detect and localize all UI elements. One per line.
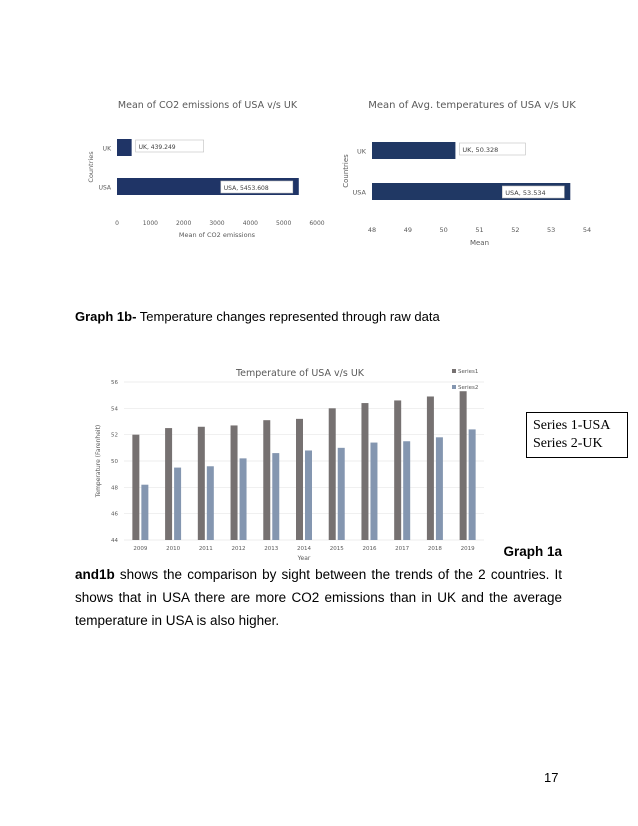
- y-tick-label-0: 44: [111, 538, 118, 544]
- x-tick-label-2016: 2016: [362, 546, 377, 552]
- data-label-uk: UK, 439.249: [138, 144, 176, 151]
- x-tick-label-6: 54: [582, 226, 592, 234]
- x-tick-label-4: 4000: [242, 220, 258, 227]
- x-tick-label-5: 53: [547, 226, 556, 234]
- caption-label: Graph 1b-: [75, 309, 137, 324]
- legend-label-series1: Series1: [458, 369, 479, 375]
- chart-title: Temperature of USA v/s UK: [235, 368, 365, 379]
- x-tick-label-1: 1000: [142, 220, 158, 227]
- bar-series2-2014: [305, 450, 312, 540]
- bar-series1-2015: [329, 408, 336, 540]
- bar-series2-2019: [469, 429, 476, 540]
- bar-series2-2012: [240, 458, 247, 540]
- x-tick-label-2019: 2019: [460, 546, 475, 552]
- bar-series1-2011: [198, 427, 205, 540]
- page-number: 17: [544, 770, 559, 785]
- body-paragraph: [75, 540, 562, 632]
- x-tick-label-2015: 2015: [329, 546, 344, 552]
- x-tick-label-2: 50: [439, 226, 448, 234]
- bar-series1-2009: [132, 435, 139, 540]
- x-tick-label-2: 2000: [176, 220, 192, 227]
- chart-background: [336, 92, 608, 256]
- x-tick-label-0: 48: [367, 226, 377, 234]
- co2-chart-svg: [85, 92, 330, 242]
- x-tick-label-5: 5000: [276, 220, 292, 227]
- series-note-line-2: Series 2-UK: [533, 436, 603, 451]
- bar-series2-2013: [272, 453, 279, 540]
- bar-series1-2017: [394, 400, 401, 540]
- co2-chart: [85, 92, 330, 242]
- category-label-usa: USA: [98, 184, 111, 192]
- x-tick-label-2009: 2009: [133, 546, 148, 552]
- x-tick-label-2014: 2014: [297, 546, 311, 552]
- data-label-usa: USA, 5453.608: [223, 185, 269, 192]
- x-tick-label-3: 3000: [209, 220, 225, 227]
- bar-series1-2013: [263, 420, 270, 540]
- graph-caption: [75, 309, 440, 324]
- bar-series1-2010: [165, 428, 172, 540]
- series-note-box: [526, 412, 628, 458]
- paragraph-text: shows the comparison by sight between the trends of the 2 countries. It shows that in USA there are more CO2 emissions than in UK and the average temperature in USA is also higher.: [75, 567, 562, 628]
- y-tick-label-4: 52: [111, 432, 118, 439]
- bar-series1-2016: [361, 403, 368, 540]
- x-tick-label-2011: 2011: [198, 546, 213, 552]
- bar-uk: [372, 142, 455, 159]
- series-note-line-1: Series 1-USA: [533, 418, 611, 433]
- temperature-by-year-chart: [90, 362, 492, 568]
- bar-series2-2010: [174, 468, 181, 540]
- x-tick-label-6: 6000: [309, 220, 325, 227]
- chart-background: [85, 92, 330, 242]
- x-tick-label-2017: 2017: [395, 546, 410, 552]
- x-tick-label-3: 51: [475, 226, 484, 234]
- bar-series2-2016: [370, 443, 377, 540]
- y-tick-label-5: 54: [111, 406, 118, 413]
- data-label-uk: UK, 50.328: [462, 146, 499, 154]
- legend-swatch-series2: [452, 385, 456, 389]
- y-axis-label: Countries: [342, 154, 350, 188]
- caption-text: Temperature changes represented through raw data: [136, 309, 440, 324]
- x-tick-label-2012: 2012: [231, 546, 246, 552]
- x-axis-label: Mean of CO2 emissions: [178, 231, 256, 239]
- bar-series1-2018: [427, 396, 434, 540]
- bar-series2-2009: [141, 485, 148, 540]
- avg-temperature-chart-svg: [336, 92, 608, 256]
- y-tick-label-3: 50: [111, 459, 118, 465]
- x-tick-label-0: 0: [115, 220, 119, 227]
- chart-title: Mean of Avg. temperatures of USA v/s UK: [368, 100, 576, 111]
- bar-series2-2015: [338, 448, 345, 540]
- bar-uk: [117, 139, 132, 156]
- legend-label-series2: Series2: [458, 385, 479, 391]
- category-label-uk: UK: [356, 147, 366, 156]
- x-axis-label: Mean: [469, 239, 490, 247]
- x-tick-label-2018: 2018: [427, 546, 442, 552]
- data-label-usa: USA, 53.534: [505, 189, 546, 197]
- legend-swatch-series1: [452, 369, 456, 373]
- y-axis-label: Countries: [87, 151, 95, 183]
- x-tick-label-1: 49: [403, 226, 412, 234]
- bar-series2-2011: [207, 466, 214, 540]
- bar-series1-2014: [296, 419, 303, 540]
- y-tick-label-2: 48: [111, 485, 118, 492]
- bar-series1-2012: [231, 425, 238, 540]
- avg-temperature-chart: [336, 92, 608, 256]
- x-tick-label-4: 52: [511, 226, 520, 234]
- bar-series1-2019: [460, 391, 467, 540]
- x-axis-label: Year: [297, 555, 311, 562]
- y-axis-label: Temperature (Farenheit): [95, 424, 102, 498]
- x-tick-label-2010: 2010: [166, 546, 181, 552]
- chart-title: Mean of CO2 emissions of USA v/s UK: [117, 100, 298, 111]
- paragraph-bold-start: and1b: [75, 567, 115, 582]
- bar-series2-2017: [403, 441, 410, 540]
- category-label-uk: UK: [102, 145, 111, 153]
- y-tick-label-6: 56: [111, 380, 118, 386]
- y-tick-label-1: 46: [111, 511, 118, 518]
- x-tick-label-2013: 2013: [264, 546, 279, 552]
- temperature-by-year-chart-svg: [90, 362, 492, 568]
- bar-series2-2018: [436, 437, 443, 540]
- category-label-usa: USA: [352, 188, 366, 197]
- paragraph-lead: Graph 1a: [503, 544, 562, 559]
